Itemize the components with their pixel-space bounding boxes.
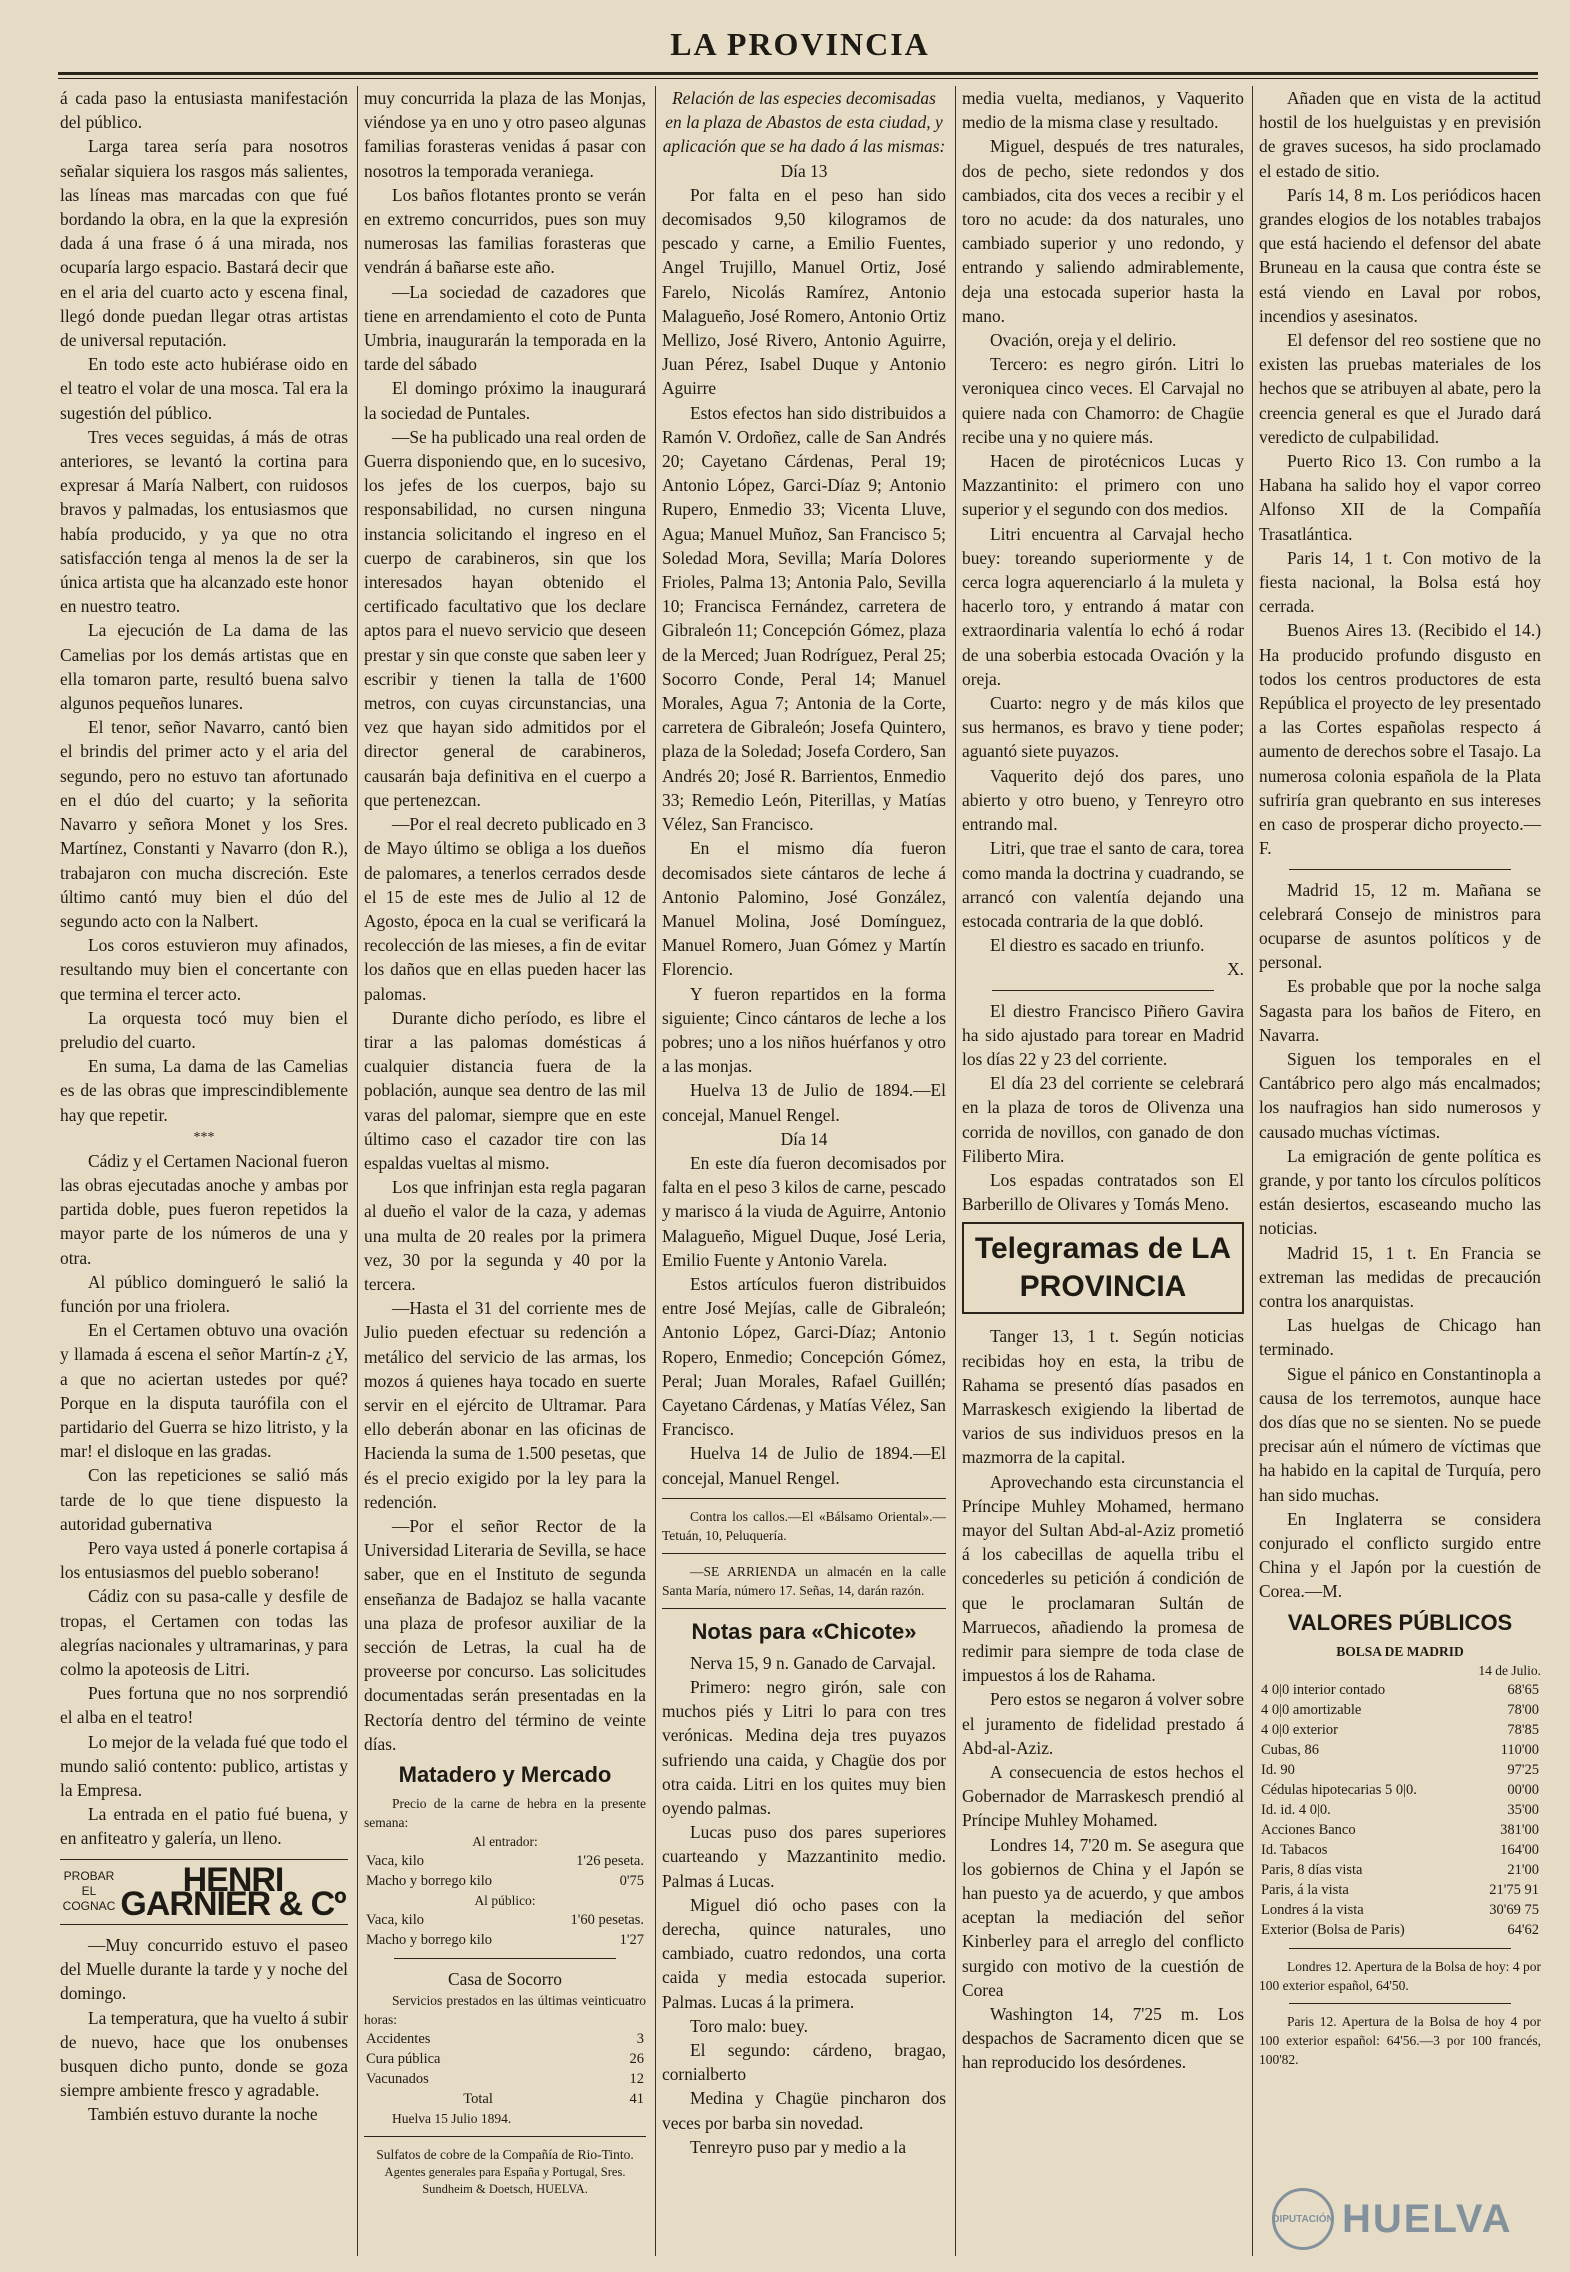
- row-label: Id. id. 4 0|0.: [1261, 1801, 1331, 1818]
- valores-subtitle: BOLSA DE MADRID: [1336, 1643, 1464, 1659]
- row-label: Paris, á la vista: [1261, 1881, 1349, 1898]
- article-paragraph: En todo este acto hubiérase oido en el teatro el volar de una mosca. Tal era la sugestión del público.: [60, 354, 348, 423]
- table-row: [364, 2049, 646, 2069]
- article-paragraph: Cádiz con su pasa-calle y desfile de tropas, el Certamen con todas las alegrías nacionales y ultramarinas, y para colmo la apoteosis de Litri.: [60, 1586, 348, 1679]
- article-paragraph: —La sociedad de cazadores que tiene en arrendamiento el coto de Punta Umbria, inaugurarán la temporada en la tarde del sábado: [364, 281, 646, 375]
- article-paragraph: El domingo próximo la inaugurará la sociedad de Puntales.: [364, 378, 646, 423]
- article-paragraph: Huelva 13 de Julio de 1894.—El concejal, Manuel Rengel.: [662, 1080, 946, 1125]
- matadero-table-entrador: [364, 1851, 646, 1891]
- row-value: 41: [629, 2091, 644, 2108]
- row-label: Acciones Banco: [1261, 1821, 1356, 1838]
- article-paragraph: Buenos Aires 13. (Recibido el 14.) Ha producido profundo disgusto en todos los centros productores de esta República el proyecto de ley presentado a las Cortes españolas respecto á aumento de derechos sobre el Tasajo. La numerosa colonia española de la Plata sufriría gran quebranto en sus intereses en caso de prosperar dicho proyecto.—F.: [1259, 620, 1541, 859]
- article-paragraph: Washington 14, 7'25 m. Los despachos de Sacramento dicen que se han reproducido los desórdenes.: [962, 2004, 1244, 2073]
- matadero-al-entrador: Al entrador:: [472, 1834, 538, 1850]
- valores-table: [1259, 1680, 1541, 1940]
- row-value: 00'00: [1507, 1781, 1539, 1798]
- sulfatos-line-1: Sulfatos de cobre de la Compañía de Rio-Tinto.: [376, 2147, 634, 2163]
- table-row: [1259, 1900, 1541, 1920]
- article-paragraph: —Hasta el 31 del corriente mes de Julio pueden efectuar su redención a metálico del servicio de las armas, los mozos á quienes haya tocado en suerte servir en el ejército de Ultramar. Para ello deberán abonar en las oficinas de Hacienda la suma de 1.500 pesetas, que és el precio exigido por la ley para la redención.: [364, 1298, 646, 1512]
- article-paragraph: Por falta en el peso han sido decomisados 9,50 kilogramos de pescado y carne, a Emilio Fuentes, Angel Trujillo, Manuel Ortiz, José Farelo, Nicolás Ramírez, Antonio Malagueño, José Romero, Antonio Ortiz Mellizo, José Rivero, Antonio Aguirre, Juan Pérez, Isabel Duque y Antonio Aguirre: [662, 184, 946, 399]
- section-rule: [60, 1924, 348, 1925]
- sulfatos-line-2: Agentes generales para España y Portugal, Sres. Sundheim & Doetsch, HUELVA.: [384, 2165, 626, 2197]
- socorro-intro: Servicios prestados en las últimas veinticuatro horas:: [364, 1993, 646, 2028]
- table-row: [1259, 1700, 1541, 1720]
- row-value: 30'69 75: [1489, 1901, 1539, 1918]
- socorro-date: Huelva 15 Julio 1894.: [392, 2111, 512, 2127]
- row-label: Id. Tabacos: [1261, 1841, 1328, 1858]
- row-value: 0'75: [619, 1873, 644, 1890]
- article-paragraph: La entrada en el patio fué buena, y en anfiteatro y galería, un lleno.: [60, 1804, 348, 1849]
- column-divider: [655, 86, 656, 2256]
- article-paragraph: Pues fortuna que no nos sorprendió el alba en el teatro!: [60, 1683, 348, 1728]
- bolsa-paris: Paris 12. Apertura de la Bolsa de hoy 4 por 100 exterior español: 64'56.—3 por 100 francés, 100'82.: [1259, 2013, 1541, 2067]
- header-rule-thin: [58, 78, 1538, 79]
- article-paragraph: Es probable que por la noche salga Sagasta para los baños de Fitero, en Navarra.: [1259, 976, 1541, 1045]
- ad-garnier-name: HENRI GARNIER & Cº: [120, 1860, 346, 1923]
- row-label: Macho y borrego kilo: [366, 1873, 493, 1890]
- section-rule: [1289, 869, 1511, 870]
- row-label: Exterior (Bolsa de Paris): [1261, 1921, 1405, 1938]
- article-paragraph: Ovación, oreja y el delirio.: [990, 330, 1177, 351]
- article-paragraph: Añaden que en vista de la actitud hostil de los huelguistas y en previsión de graves sucesos, ha sido proclamado el estado de sitio.: [1259, 88, 1541, 181]
- row-label: Vaca, kilo: [366, 1853, 424, 1870]
- table-row: [1259, 1820, 1541, 1840]
- row-label: Macho y borrego kilo: [366, 1932, 493, 1949]
- article-paragraph: Tres veces seguidas, á más de otras anteriores, se levantó la cortina para expresar á María Nalbert, con ruidosos bravos y palmadas, los entusiasmos que había producido, y ya que no otra satisfacción tenga al menos la de ser la única artista que ha alcanzado este honor en nuestro teatro.: [60, 426, 348, 617]
- article-paragraph: Litri encuentra al Carvajal hecho buey: toreando superiormente y de cerca logra aquerenciarlo á la muleta y hacerlo toro, y entrando á matar con extraordinaria valentía lo echó á rodar de una soberbia estocada Ovación y la oreja.: [962, 523, 1244, 689]
- row-label: Accidentes: [366, 2031, 431, 2048]
- row-value: 1'60 pesetas.: [570, 1912, 644, 1929]
- row-value: 21'00: [1507, 1861, 1539, 1878]
- article-paragraph: Madrid 15, 12 m. Mañana se celebrará Consejo de ministros para ocuparse de asuntos políticos y de personal.: [1259, 879, 1541, 973]
- row-label: Total: [463, 2091, 493, 2108]
- article-paragraph: Los espadas contratados son El Barberillo de Olivares y Tomás Meno.: [962, 1169, 1244, 1215]
- bolsa-londres: Londres 12. Apertura de la Bolsa de hoy: 4 por 100 exterior español, 64'50.: [1259, 1958, 1541, 1993]
- section-rule: [364, 2136, 646, 2137]
- matadero-al-publico: Al público:: [474, 1893, 536, 1909]
- column-2: [364, 86, 646, 2256]
- table-row: [1259, 1740, 1541, 1760]
- article-paragraph: Londres 14, 7'20 m. Se asegura que los gobiernos de China y el Japón se han puesto ya de acuerdo, y que ambos aceptan la mediación del señor Kinberley para el arreglo del conflicto surgido con motivo de la cuestión de Corea: [962, 1834, 1244, 2000]
- article-paragraph: Tercero: es negro girón. Litri lo veroniquea cinco veces. El Carvajal no quiere nada con Chamorro: de Chagüe recibe una y no quiere más.: [962, 354, 1244, 447]
- article-paragraph: París 14, 8 m. Los periódicos hacen grandes elogios de los notables trabajos que está haciendo el defensor del abate Bruneau en la causa que contra éste se está viendo en Laval por robos, incendios y asesinatos.: [1259, 184, 1541, 326]
- table-row: [364, 2029, 646, 2049]
- socorro-table: [364, 2029, 646, 2109]
- article-paragraph: La orquesta tocó muy bien el preludio del cuarto.: [60, 1007, 348, 1052]
- header-rule: [58, 72, 1538, 75]
- row-value: 1'27: [619, 1932, 644, 1949]
- watermark-word: HUELVA: [1342, 2196, 1513, 2241]
- row-value: 381'00: [1500, 1821, 1539, 1838]
- table-row: [364, 1930, 646, 1950]
- article-paragraph: Los coros estuvieron muy afinados, resultando muy bien el concertante con que termina el tercer acto.: [60, 935, 348, 1004]
- column-divider: [357, 86, 358, 2256]
- row-label: 4 0|0 amortizable: [1261, 1701, 1362, 1718]
- article-paragraph: á cada paso la entusiasta manifestación del público.: [60, 88, 348, 133]
- column-divider: [955, 86, 956, 2256]
- table-row: [1259, 1880, 1541, 1900]
- article-paragraph: Sigue el pánico en Constantinopla a causa de los terremotos, aunque hace dos días que no se sienten. No se puede precisar aún el número de víctimas que ha habido en la capital de Turquía, pero han sido muchas.: [1259, 1363, 1541, 1505]
- section-rule: [662, 1553, 946, 1554]
- article-paragraph: Primero: negro girón, sale con muchos piés y Litri lo para con tres verónicas. Medina deja tres puyazos sufriendo una caida, y Chagüe dos por otra caida. Litri en los quites muy bien oyendo palmas.: [662, 1676, 946, 1818]
- column-5: [1259, 86, 1541, 2256]
- row-label: Cubas, 86: [1261, 1741, 1319, 1758]
- row-label: Londres á la vista: [1261, 1901, 1364, 1918]
- column-3: [662, 86, 946, 2256]
- article-paragraph: El segundo: cárdeno, bragao, cornialberto: [662, 2040, 946, 2085]
- article-paragraph: Los que infrinjan esta regla pagaran al dueño el valor de la caza, y ademas una multa de 20 reales por la primera vez, 30 por la segunda y 40 por la tercera.: [364, 1177, 646, 1294]
- article-paragraph: Toro malo: buey.: [690, 2015, 808, 2036]
- article-paragraph: Miguel, después de tres naturales, dos de pecho, siete redondos y dos cambiados, cita dos veces a recibir y el toro no acude: da dos naturales, uno cambiado superior y uno redondo, y entrando y saliendo admirablemente, deja una estocada superior hasta la mano.: [962, 136, 1244, 326]
- row-value: 35'00: [1507, 1801, 1539, 1818]
- article-paragraph: Vaquerito dejó dos pares, uno abierto y otro bueno, y Tenreyro otro entrando mal.: [962, 765, 1244, 835]
- article-paragraph: Litri, que trae el santo de cara, torea como manda la doctrina y cuadrando, se arrancó con valentía dejando una estocada contraria de la que dobló.: [962, 838, 1244, 931]
- article-paragraph: La ejecución de La dama de las Camelias por los demás artistas que en ella tomaron parte, resultó buena salvo algunos pequeños lunares.: [60, 620, 348, 714]
- classified-ad: Contra los callos.—El «Bálsamo Oriental».—Tetuán, 10, Peluquería.: [662, 1508, 946, 1543]
- article-paragraph: Nerva 15, 9 n. Ganado de Carvajal.: [690, 1652, 936, 1673]
- article-paragraph: Puerto Rico 13. Con rumbo a la Habana ha salido hoy el vapor correo Alfonso XII de la Compañía Trasatlántica.: [1259, 451, 1541, 544]
- row-label: 4 0|0 interior contado: [1261, 1681, 1386, 1698]
- valores-title: VALORES PÚBLICOS: [1287, 1609, 1513, 1635]
- article-paragraph: Medina y Chagüe pincharon dos veces por barba sin novedad.: [662, 2088, 946, 2133]
- matadero-title: Matadero y Mercado: [398, 1762, 612, 1788]
- table-row: [1259, 1780, 1541, 1800]
- article-paragraph: A consecuencia de estos hechos el Gobernador de Marraskesch prendió al Príncipe Muhley Mohamed.: [962, 1762, 1244, 1831]
- article-paragraph: Lo mejor de la velada fué que todo el mundo salió contento: publico, artistas y la Empresa.: [60, 1731, 348, 1801]
- table-row: [364, 2069, 646, 2089]
- table-row: [1259, 1720, 1541, 1740]
- table-row: [1259, 1800, 1541, 1820]
- archive-watermark: [1272, 2186, 1542, 2252]
- column-1: [60, 86, 348, 2256]
- matadero-intro: Precio de la carne de hebra en la presente semana:: [364, 1796, 646, 1831]
- article-paragraph: Tanger 13, 1 t. Según noticias recibidas hoy en esta, la tribu de Rahama se presentó días pasados en Marraskesch exigiendo la libertad de varios de sus individuos presos en la mazmorra de la capital.: [962, 1326, 1244, 1468]
- table-row: [364, 1871, 646, 1891]
- row-value: 97'25: [1507, 1761, 1539, 1778]
- article-paragraph: Las huelgas de Chicago han terminado.: [1259, 1315, 1541, 1360]
- row-value: 68'65: [1507, 1681, 1539, 1698]
- article-paragraph: Cádiz y el Certamen Nacional fueron las obras ejecutadas anoche y ambas por partida doble, pues fueron repetidos la mayor parte de los números de una y otra.: [60, 1150, 348, 1268]
- table-row: [1259, 1760, 1541, 1780]
- section-rule: [60, 1859, 348, 1860]
- article-paragraph: Miguel dió ocho pases con la derecha, quince naturales, uno cambiado, cuatro redondos, una corta caida y media estocada superior. Palmas. Lucas á la primera.: [662, 1894, 946, 2012]
- article-paragraph: Cuarto: negro y de más kilos que sus hermanos, es bravo y tiene poder; aguantó siete puyazos.: [962, 693, 1244, 762]
- article-paragraph: En el Certamen obtuvo una ovación y llamada á escena el señor Martín-z ¿Y, a que no aciertan ustedes por qué? Porque en la disputa taurófila con el partidario del Guerra se hizo litristo, y la mar! el disloque en las gradas.: [60, 1320, 348, 1462]
- article-paragraph: El día 23 del corriente se celebrará en la plaza de toros de Olivenza una corrida de novillos, con ganado de don Filiberto Mira.: [962, 1073, 1244, 1166]
- article-paragraph: Pero vaya usted á ponerle cortapisa á los entusiasmos del pueblo soberano!: [60, 1537, 348, 1583]
- article-paragraph: muy concurrida la plaza de las Monjas, viéndose ya en uno y otro paseo algunas familias forasteras venidas á pasar con nosotros la temporada veraniega.: [364, 88, 646, 181]
- article-paragraph: Los baños flotantes pronto se verán en extremo concurridos, pues son muy numerosas las familias forasteras que vendrán á bañarse este año.: [364, 184, 646, 278]
- article-paragraph: Durante dicho período, es libre el tirar a las palomas domésticas á cualquier distancia fuera de la población, aunque sea dentro de las mil varas del palomar, siempre que en este último caso el cazador tire con las espaldas vueltas al mismo.: [364, 1007, 646, 1173]
- section-rule: [394, 1958, 616, 1959]
- seal-icon: DIPUTACIÓN: [1272, 2188, 1334, 2250]
- article-signature: X.: [1227, 959, 1244, 980]
- telegramas-banner: Telegramas de LA PROVINCIA: [962, 1222, 1244, 1314]
- row-label: Cura pública: [366, 2051, 441, 2068]
- day-heading: Día 13: [780, 160, 828, 181]
- matadero-table-publico: [364, 1910, 646, 1950]
- row-label: Vacunados: [366, 2071, 429, 2088]
- section-rule: [992, 990, 1214, 991]
- section-rule: [1289, 2003, 1511, 2004]
- article-paragraph: En Inglaterra se considera conjurado el conflicto surgido entre China y el Japón por la cuestión de Corea.—M.: [1259, 1508, 1541, 1602]
- article-paragraph: Y fueron repartidos en la forma siguiente; Cinco cántaros de leche a los pobres; uno a los niños huérfanos y otro a las monjas.: [662, 983, 946, 1077]
- section-rule: [662, 1608, 946, 1609]
- article-paragraph: —Se ha publicado una real orden de Guerra disponiendo que, en lo sucesivo, los jefes de los cuerpos, bajo su responsabilidad, no cursen ninguna instancia solicitando el ingreso en el cuerpo de carabineros, sin que los interesados hayan obtenido el certificado facultativo que los declare aptos para el nuevo servicio que deseen prestar y sin que conste que saben leer y escribir y tienen la talla de 1'600 metros, con cuyas circunstancias, una vez que hayan sido admitidos por el director general de carabineros, causarán baja definitiva en el cuerpo a que pertenezcan.: [364, 426, 646, 810]
- table-row-total: [364, 2089, 646, 2109]
- row-value: 78'85: [1507, 1721, 1539, 1738]
- article-paragraph: Estos efectos han sido distribuidos a Ramón V. Ordoñez, calle de San Andrés 20; Cayetano Cárdenas, Peral 19; Antonio López, Garci-Díaz 9; Antonio Rupero, Enmedio 33; Vicenta Lluve, Agua; Manuel Muñoz, San Francisco 5; Soledad Mora, Sevilla; María Dolores Frioles, Palma 13; Antonia Palo, Sevilla 10; Francisca Fernández, carretera de Gibraleón 11; Concepción Gómez, plaza de la Merced; Juan Rodríguez, Peral 25; Socorro Conde, Peral 14; Manuel Morales, Agua 7; Antonia de la Corte, carretera de Gibraleón; Josefa Quintero, plaza de la Soledad; Josefa Cordero, San Andrés 20; José R. Barrientos, Enmedio 33; Remedio León, Piterillas, y Matías Vélez, San Francisco.: [662, 402, 946, 835]
- article-paragraph: Madrid 15, 1 t. En Francia se extreman las medidas de precaución contra los anarquistas.: [1259, 1242, 1541, 1311]
- row-value: 78'00: [1507, 1701, 1539, 1718]
- page-header-title: LA PROVINCIA: [670, 26, 930, 62]
- table-row: [1259, 1860, 1541, 1880]
- section-rule: [662, 1498, 946, 1499]
- table-row: [1259, 1840, 1541, 1860]
- article-paragraph: Al público domingueró le salió la función por una friolera.: [60, 1271, 348, 1316]
- row-value: 64'62: [1507, 1921, 1539, 1938]
- classified-ad: —SE ARRIENDA un almacén en la calle Santa María, número 17. Señas, 14, darán razón.: [662, 1563, 946, 1598]
- article-paragraph: Tenreyro puso par y medio a la: [690, 2136, 907, 2157]
- row-value: 21'75 91: [1489, 1881, 1539, 1898]
- table-row: [364, 1910, 646, 1930]
- article-paragraph: Hacen de pirotécnicos Lucas y Mazzantinito: el primero con uno superior y el segundo con dos medios.: [962, 451, 1244, 520]
- article-paragraph: En el mismo día fueron decomisados siete cántaros de leche á Antonio Palomino, José González, Manuel Molina, José Domínguez, Manuel Romero, Juan Gómez y Martín Florencio.: [662, 838, 946, 980]
- article-paragraph: El tenor, señor Navarro, cantó bien el brindis del primer acto y el aria del segundo, pero no estuvo tan afortunado en el dúo del cuarto; y la señorita Navarro y señora Monet y los Sres. Martínez, Constanti y Navarro (don R.), trabajaron con mucha discreción. Este último cantó muy bien el dúo del segundo acto con la Nalbert.: [60, 717, 348, 931]
- article-paragraph: La emigración de gente política es grande, y por tanto los círculos políticos están desiertos, escaseando mucho las noticias.: [1259, 1145, 1541, 1239]
- row-value: 164'00: [1500, 1841, 1539, 1858]
- column-4: [962, 86, 1244, 2256]
- day-heading: Día 14: [780, 1128, 828, 1149]
- table-row: [1259, 1920, 1541, 1940]
- table-row: [1259, 1680, 1541, 1700]
- article-paragraph: También estuvo durante la noche: [88, 2104, 318, 2125]
- article-paragraph: —Muy concurrido estuvo el paseo del Muelle durante la tarde y y noche del domingo.: [60, 1935, 348, 2004]
- article-paragraph: Con las repeticiones se salió más tarde de lo que tiene dispuesto la autoridad gubernativa: [60, 1465, 348, 1534]
- row-value: 110'00: [1500, 1741, 1539, 1758]
- section-stars: ***: [193, 1129, 215, 1145]
- article-paragraph: La temperatura, que ha vuelto á subir de nuevo, hace que los onubenses busquen dicho punto, donde se goza siempre ambiente fresco y agradable.: [60, 2007, 348, 2101]
- article-paragraph: Siguen los temporales en el Cantábrico pero algo más encalmados; los naufragios han sido numerosos y causado muchas víctimas.: [1259, 1048, 1541, 1142]
- row-label: Cédulas hipotecarias 5 0|0.: [1261, 1781, 1417, 1798]
- article-paragraph: El diestro es sacado en triunfo.: [990, 935, 1205, 956]
- article-paragraph: Lucas puso dos pares superiores cuarteando y Mazzantinito medio. Palmas á Lucas.: [662, 1822, 946, 1891]
- article-paragraph: Paris 14, 1 t. Con motivo de la fiesta nacional, la Bolsa está hoy cerrada.: [1259, 547, 1541, 617]
- column-divider: [1252, 86, 1253, 2256]
- article-paragraph: El defensor del reo sostiene que no existen las pruebas materiales de los hechos que se atribuyen al abate, pero la creencia general es que el Jurado dará veredicto de culpabilidad.: [1259, 330, 1541, 447]
- article-paragraph: El diestro Francisco Piñero Gavira ha sido ajustado para torear en Madrid los días 22 y 23 del corriente.: [962, 1000, 1244, 1069]
- socorro-title: Casa de Socorro: [448, 1969, 562, 1990]
- article-paragraph: —Por el real decreto publicado en 3 de Mayo último se obliga a los dueños de palomares, a tenerlos cerrados desde el 15 de este mes de Julio al 12 de Agosto, época en la cual se verificará la recolección de las mieses, a fin de evitar los daños que en ellas pueden hacer las palomas.: [364, 814, 646, 1004]
- advertisement-garnier: [60, 1860, 348, 1923]
- ad-garnier-left: PROBAR EL COGNAC: [62, 1869, 116, 1914]
- valores-date: 14 de Julio.: [1478, 1662, 1541, 1678]
- article-paragraph: —Por el señor Rector de la Universidad Literaria de Sevilla, se hace saber, que en el Instituto de segunda enseñanza de Badajoz se halla vacante una plaza de profesor auxiliar de la sección de Letras, la cual ha de proveerse por concurso. Las solicitudes documentadas serán presentadas en la Rectoría dentro del término de veinte días.: [364, 1515, 646, 1754]
- article-paragraph: media vuelta, medianos, y Vaquerito medio de la misma clase y resultado.: [962, 88, 1244, 133]
- row-value: 12: [629, 2071, 644, 2088]
- row-label: Id. 90: [1261, 1761, 1295, 1778]
- row-value: 1'26 peseta.: [576, 1853, 644, 1870]
- row-label: 4 0|0 exterior: [1261, 1721, 1338, 1738]
- chicote-title: Notas para «Chicote»: [691, 1618, 917, 1644]
- relacion-heading: Relación de las especies decomisadas en la plaza de Abastos de esta ciudad, y aplicación que se ha dado á las mismas:: [662, 88, 946, 157]
- article-paragraph: Larga tarea sería para nosotros señalar siquiera los rasgos más salientes, las líneas mas marcadas con que fué bordando la obra, en la que la expresión dada á una frase ó á una mirada, nos ocuparía largo espacio. Bastará decir que en el aria del cuarto acto y escena final, llegó donde puedan llegar otras artistas de universal reputación.: [60, 136, 348, 351]
- row-value: 26: [629, 2051, 644, 2068]
- article-paragraph: Estos artículos fueron distribuidos entre José Mejías, calle de Gibraleón; Antonio López, Garci-Díaz; Antonio Ropero, Enmedio; Concepción Gómez, Peral; Juan Morales, Rafael Guillén; Cayetano Cárdenas, y Matías Vélez, San Francisco.: [662, 1273, 946, 1440]
- row-value: 3: [636, 2031, 644, 2048]
- article-paragraph: Huelva 14 de Julio de 1894.—El concejal, Manuel Rengel.: [662, 1443, 946, 1488]
- row-label: Paris, 8 días vista: [1261, 1861, 1363, 1878]
- section-rule: [1289, 1948, 1511, 1949]
- table-row: [364, 1851, 646, 1871]
- article-paragraph: En suma, La dama de las Camelias es de las obras que imprescindiblemente hay que repetir.: [60, 1056, 348, 1125]
- article-paragraph: Aprovechando esta circunstancia el Príncipe Muhley Mohamed, hermano mayor del Sultan Abd-al-Aziz prometió á los cabecillas de aquella tribu el concederles su petición á condición de que le proclamaran Sultán de Marruecos, añadiendo la promesa de redimir para siempre de toda clase de impuestos á los de Rahama.: [962, 1471, 1244, 1686]
- row-label: Vaca, kilo: [366, 1912, 424, 1929]
- article-paragraph: En este día fueron decomisados por falta en el peso 3 kilos de carne, pescado y marisco á la viuda de Aguirre, Antonio Malagueño, Miguel Duque, José Leria, Emilio Fuente y Antonio Varela.: [662, 1152, 946, 1270]
- article-paragraph: Pero estos se negaron á volver sobre el juramento de fidelidad prestado á Abd-al-Aziz.: [962, 1689, 1244, 1758]
